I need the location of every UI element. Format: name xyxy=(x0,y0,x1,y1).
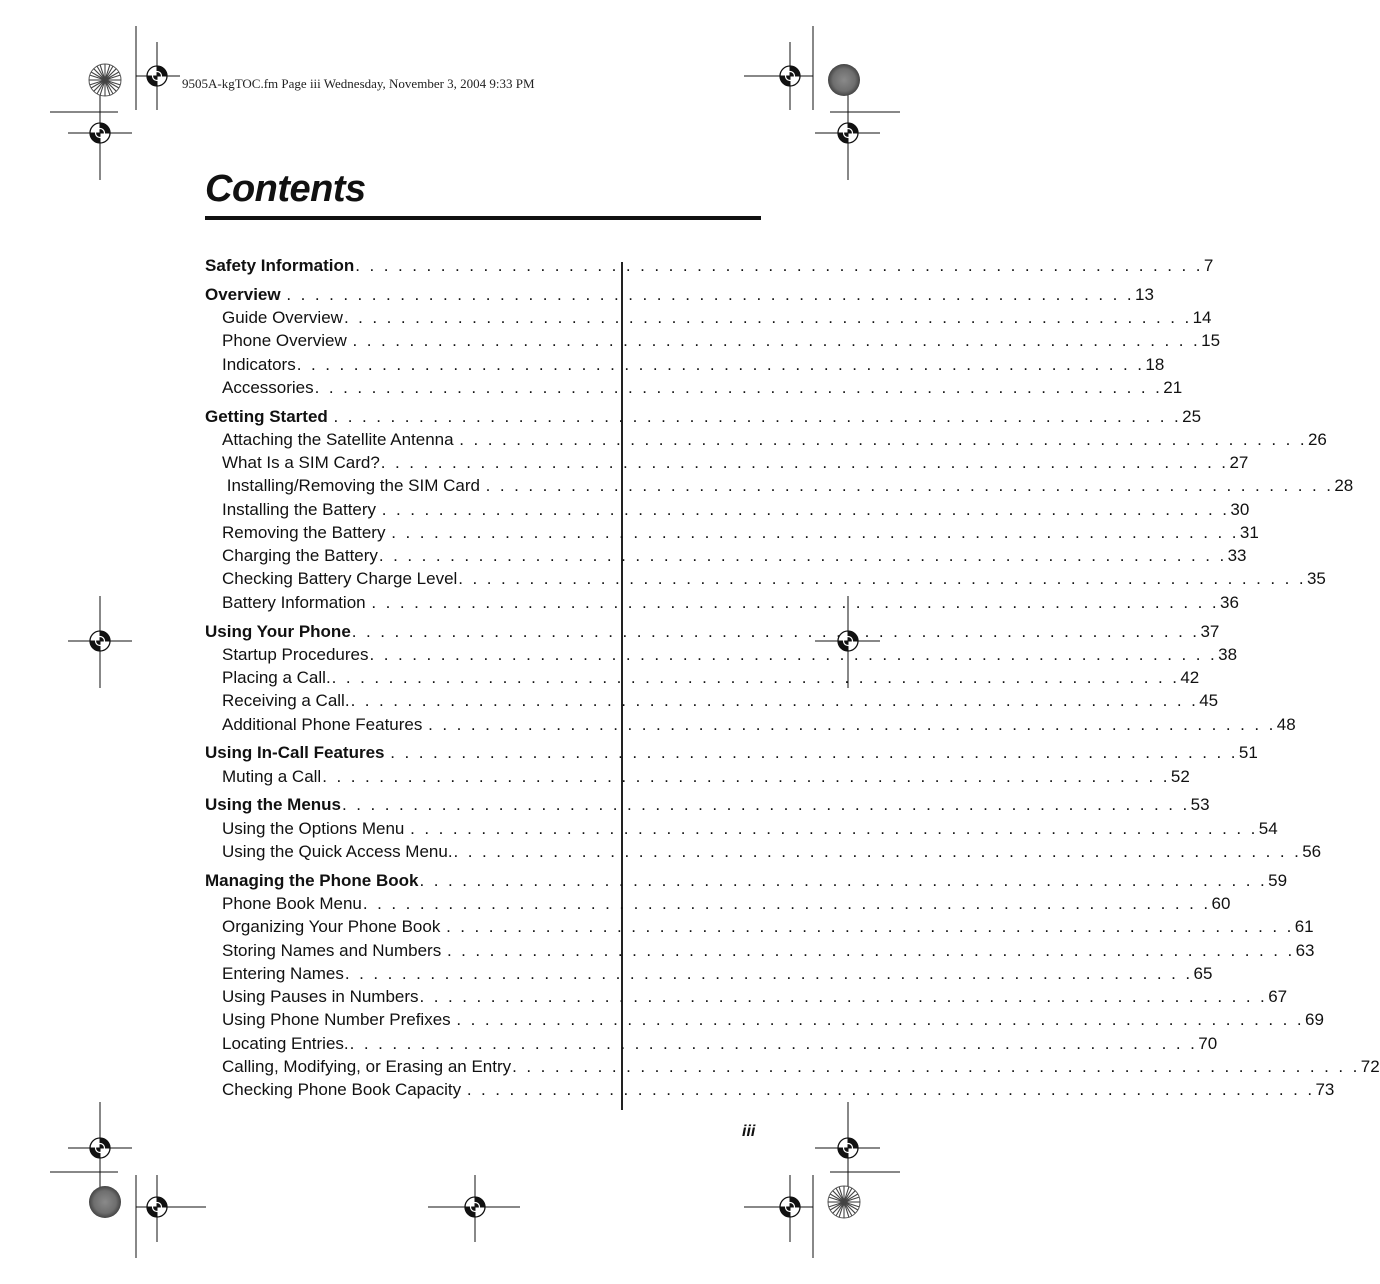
dot-leader: . . . . . . . . . . . . . . . . . . . . . . . . . . . . . . . . . . . . . . . . . . . . . . . . . . . . . . . . . . . . xyxy=(331,668,1180,688)
toc-subsection-entry[interactable] xyxy=(205,963,1213,987)
toc-entry-page: 15 xyxy=(1201,331,1221,351)
toc-entry-label: Muting a Call xyxy=(222,766,322,786)
toc-entry-label: Using In-Call Features xyxy=(205,743,390,763)
dot-leader: . . . . . . . . . . . . . . . . . . . . . . . . . . . . . . . . . . . . . . . . . . . . . . . . . . . . . . . . . . . . xyxy=(458,569,1306,589)
toc-entry-label: Safety Information xyxy=(205,256,355,275)
dot-leader: . . . . . . . . . . . . . . . . . . . . . . . . . . . . . . . . . . . . . . . . . . . . . . . . . . . . . . . . . . . . xyxy=(342,795,1190,815)
toc-entry-page: 36 xyxy=(1220,592,1239,612)
toc-entry-label: Installing/Removing the SIM Card xyxy=(222,476,485,496)
toc-section-entry[interactable] xyxy=(205,406,1202,430)
dot-leader: . . . . . . . . . . . . . . . . . . . . . . . . . . . . . . . . . . . . . . . . . . . . . . . . . . . . . . . . . . . . xyxy=(369,644,1218,664)
toc-section-entry[interactable] xyxy=(205,870,1288,894)
toc-entry-page: 69 xyxy=(1305,1010,1324,1030)
toc-entry-label: Phone Overview xyxy=(222,331,352,351)
toc-entry-label: What Is a SIM Card? xyxy=(222,453,380,473)
toc-subsection-entry[interactable] xyxy=(205,917,1314,940)
toc-entry-label: Using the Options Menu xyxy=(222,818,410,838)
toc-subsection-entry[interactable] xyxy=(205,569,1326,592)
toc-entry-label: Removing the Battery xyxy=(222,522,391,542)
toc-entry-label: Charging the Battery xyxy=(222,546,378,566)
dot-leader: . . . . . . . . . . . . . . . . . . . . . . . . . . . . . . . . . . . . . . . . . . . . . . . . . . . . . . . . . . . . xyxy=(512,1056,1360,1076)
toc-subsection-entry[interactable] xyxy=(205,841,1322,865)
page-title: Contents xyxy=(205,168,366,210)
toc-entry-page: 52 xyxy=(1170,766,1190,786)
toc-section-entry[interactable] xyxy=(205,795,1210,818)
toc-entry-page: 70 xyxy=(1198,1033,1218,1053)
toc-entry-label: Checking Phone Book Capacity xyxy=(222,1080,466,1100)
toc-entry-label: Using Your Phone xyxy=(205,621,351,641)
toc-entry-page: 35 xyxy=(1306,569,1326,589)
dot-leader: . . . . . . . . . . . . . . . . . . . . . . . . . . . . . . . . . . . . . . . . . . . . . . . . . . . . . . . . . . . . xyxy=(456,1010,1305,1030)
dot-leader: . . . . . . . . . . . . . . . . . . . . . . . . . . . . . . . . . . . . . . . . . . . . . . . . . . . . . . . . . . . . xyxy=(381,499,1230,519)
toc-subsection-entry[interactable] xyxy=(205,476,1354,499)
toc-subsection-entry[interactable] xyxy=(205,1080,1335,1103)
dot-leader: . . . . . . . . . . . . . . . . . . . . . . . . . . . . . . . . . . . . . . . . . . . . . . . . . . . . . . . . . . . . xyxy=(459,429,1307,449)
toc-entry-label: Placing a Call. xyxy=(222,668,331,688)
toc-entry-label: Accessories xyxy=(222,377,314,397)
toc-entry-page: 27 xyxy=(1229,453,1249,473)
dot-leader: . . . . . . . . . . . . . . . . . . . . . . . . . . . . . . . . . . . . . . . . . . . . . . . . . . . . . . . . . . . . xyxy=(419,870,1268,890)
toc-section-entry[interactable] xyxy=(205,621,1220,645)
toc-entry-page: 63 xyxy=(1295,940,1315,960)
toc-entry-label: Guide Overview xyxy=(222,308,343,328)
toc-subsection-entry[interactable] xyxy=(205,644,1238,668)
dot-leader: . . . . . . . . . . . . . . . . . . . . . . . . . . . . . . . . . . . . . . . . . . . . . . . . . . . . . . . . . . . . xyxy=(314,377,1163,397)
toc-subsection-entry[interactable] xyxy=(205,308,1212,331)
toc-entry-page: 30 xyxy=(1230,499,1250,519)
toc-section-entry[interactable] xyxy=(205,256,1214,279)
dot-leader: . . . . . . . . . . . . . . . . . . . . . . . . . . . . . . . . . . . . . . . . . . . . . . . . . . . . . . . . . . . . xyxy=(446,940,1295,960)
toc-entry-page: 25 xyxy=(1182,406,1202,426)
dot-leader: . . . . . . . . . . . . . . . . . . . . . . . . . . . . . . . . . . . . . . . . . . . . . . . . . . . . . . . . . . . . xyxy=(344,963,1193,983)
title-rule xyxy=(205,216,761,220)
toc-entry-label: Getting Started xyxy=(205,406,333,426)
dot-leader: . . . . . . . . . . . . . . . . . . . . . . . . . . . . . . . . . . . . . . . . . . . . . . . . . . . . . . . . . . . . xyxy=(322,766,1170,786)
dot-leader: . . . . . . . . . . . . . . . . . . . . . . . . . . . . . . . . . . . . . . . . . . . . . . . . . . . . . . . . . . . . xyxy=(349,1033,1198,1053)
toc-subsection-entry[interactable] xyxy=(205,766,1190,790)
toc-entry-label: Startup Procedures xyxy=(222,644,369,664)
toc-subsection-entry[interactable] xyxy=(205,940,1315,964)
toc-subsection-entry[interactable] xyxy=(205,354,1165,378)
toc-entry-page: 14 xyxy=(1192,308,1212,328)
toc-entry-page: 54 xyxy=(1258,818,1278,838)
dot-leader: . . . . . . . . . . . . . . . . . . . . . . . . . . . . . . . . . . . . . . . . . . . . . . . . . . . . . . . . . . . . xyxy=(446,917,1294,937)
toc-entry-page: 18 xyxy=(1145,354,1165,374)
toc-entry-page: 28 xyxy=(1334,476,1354,496)
toc-section-entry[interactable] xyxy=(205,284,1154,308)
dot-leader: . . . . . . . . . . . . . . . . . . . . . . . . . . . . . . . . . . . . . . . . . . . . . . . . . . . . . . . . . . . . xyxy=(351,621,1200,641)
toc-entry-page: 65 xyxy=(1193,963,1213,983)
toc-entry-page: 48 xyxy=(1276,714,1296,734)
toc-entry-label: Storing Names and Numbers xyxy=(222,940,446,960)
toc-entry-label: Using the Menus xyxy=(205,795,342,815)
toc-entry-label: Calling, Modifying, or Erasing an Entry xyxy=(222,1056,512,1076)
toc-entry-label: Locating Entries. xyxy=(222,1033,349,1053)
dot-leader: . . . . . . . . . . . . . . . . . . . . . . . . . . . . . . . . . . . . . . . . . . . . . . . . . . . . . . . . . . . . xyxy=(390,743,1238,763)
toc-entry-page: 60 xyxy=(1211,894,1231,914)
toc-entry-page: 31 xyxy=(1239,522,1259,542)
toc-entry-label: Organizing Your Phone Book xyxy=(222,917,446,937)
toc-entry-page: 33 xyxy=(1227,546,1247,566)
toc-subsection-entry[interactable] xyxy=(205,429,1327,453)
dot-leader: . . . . . . . . . . . . . . . . . . . . . . . . . . . . . . . . . . . . . . . . . . . . . . . . . . . . . . . . . . . . xyxy=(343,308,1192,328)
toc-entry-label: Entering Names xyxy=(222,963,344,983)
toc-entry-page: 67 xyxy=(1268,987,1288,1007)
toc-subsection-entry[interactable] xyxy=(205,691,1219,714)
toc-subsection-entry[interactable] xyxy=(205,377,1183,401)
dot-leader: . . . . . . . . . . . . . . . . . . . . . . . . . . . . . . . . . . . . . . . . . . . . . . . . . . . . . . . . . . . . xyxy=(371,592,1219,612)
dot-leader: . . . . . . . . . . . . . . . . . . . . . . . . . . . . . . . . . . . . . . . . . . . . . . . . . . . . . . . . . . . . xyxy=(286,284,1134,304)
toc-subsection-entry[interactable] xyxy=(205,522,1259,546)
dot-leader: . . . . . . . . . . . . . . . . . . . . . . . . . . . . . . . . . . . . . . . . . . . . . . . . . . . . . . . . . . . . xyxy=(355,256,1203,275)
toc-entry-label: Battery Information xyxy=(222,592,371,612)
toc-entry-label: Attaching the Satellite Antenna xyxy=(222,429,459,449)
toc-subsection-entry[interactable] xyxy=(205,714,1296,738)
dot-leader: . . . . . . . . . . . . . . . . . . . . . . . . . . . . . . . . . . . . . . . . . . . . . . . . . . . . . . . . . . . . xyxy=(485,476,1334,496)
toc-subsection-entry[interactable] xyxy=(205,499,1250,523)
dot-leader: . . . . . . . . . . . . . . . . . . . . . . . . . . . . . . . . . . . . . . . . . . . . . . . . . . . . . . . . . . . . xyxy=(333,406,1182,426)
toc-entry-label: Receiving a Call. xyxy=(222,691,350,711)
toc-entry-label: Using the Quick Access Menu. xyxy=(222,841,453,861)
toc-subsection-entry[interactable] xyxy=(205,1010,1324,1033)
toc-entry-page: 72 xyxy=(1360,1056,1380,1076)
toc-entry-page: 61 xyxy=(1294,917,1314,937)
dot-leader: . . . . . . . . . . . . . . . . . . . . . . . . . . . . . . . . . . . . . . . . . . . . . . . . . . . . . . . . . . . . xyxy=(419,987,1268,1007)
toc-subsection-entry[interactable] xyxy=(205,546,1247,569)
dot-leader: . . . . . . . . . . . . . . . . . . . . . . . . . . . . . . . . . . . . . . . . . . . . . . . . . . . . . . . . . . . . xyxy=(362,894,1211,914)
file-slug: 9505A-kgTOC.fm Page iii Wednesday, November 3, 2004 9:33 PM xyxy=(182,76,535,91)
toc-section-entry[interactable] xyxy=(205,743,1258,766)
toc-subsection-entry[interactable] xyxy=(205,331,1221,354)
toc-subsection-entry[interactable] xyxy=(205,1056,1380,1080)
toc-entry-label: Checking Battery Charge Level xyxy=(222,569,458,589)
dot-leader: . . . . . . . . . . . . . . . . . . . . . . . . . . . . . . . . . . . . . . . . . . . . . . . . . . . . . . . . . . . . xyxy=(391,522,1239,542)
toc-entry-page: 37 xyxy=(1200,621,1220,641)
dot-leader: . . . . . . . . . . . . . . . . . . . . . . . . . . . . . . . . . . . . . . . . . . . . . . . . . . . . . . . . . . . . xyxy=(380,453,1229,473)
table-of-contents xyxy=(205,256,1380,1103)
toc-entry-page: 21 xyxy=(1163,377,1183,397)
toc-entry-label: Phone Book Menu xyxy=(222,894,362,914)
toc-entry-page: 42 xyxy=(1180,668,1200,688)
toc-entry-label: Installing the Battery xyxy=(222,499,381,519)
dot-leader: . . . . . . . . . . . . . . . . . . . . . . . . . . . . . . . . . . . . . . . . . . . . . . . . . . . . . . . . . . . . xyxy=(466,1080,1315,1100)
toc-subsection-entry[interactable] xyxy=(205,818,1278,842)
toc-entry-page: 13 xyxy=(1134,284,1154,304)
toc-entry-label: Additional Phone Features xyxy=(222,714,428,734)
dot-leader: . . . . . . . . . . . . . . . . . . . . . . . . . . . . . . . . . . . . . . . . . . . . . . . . . . . . . . . . . . . . xyxy=(350,691,1199,711)
toc-entry-page: 51 xyxy=(1238,743,1258,763)
toc-subsection-entry[interactable] xyxy=(205,1033,1218,1057)
toc-entry-label: Using Phone Number Prefixes xyxy=(222,1010,456,1030)
toc-subsection-entry[interactable] xyxy=(205,453,1249,476)
toc-entry-label: Using Pauses in Numbers xyxy=(222,987,419,1007)
toc-entry-page: 26 xyxy=(1307,429,1327,449)
page-number: iii xyxy=(742,1123,756,1140)
toc-entry-page: 56 xyxy=(1302,841,1322,861)
toc-subsection-entry[interactable] xyxy=(205,894,1231,917)
dot-leader: . . . . . . . . . . . . . . . . . . . . . . . . . . . . . . . . . . . . . . . . . . . . . . . . . . . . . . . . . . . . xyxy=(410,818,1258,838)
toc-entry-label: Indicators xyxy=(222,354,296,374)
toc-subsection-entry[interactable] xyxy=(205,668,1200,691)
toc-entry-page: 45 xyxy=(1199,691,1219,711)
toc-entry-page: 59 xyxy=(1268,870,1288,890)
toc-entry-page: 7 xyxy=(1203,256,1214,275)
dot-leader: . . . . . . . . . . . . . . . . . . . . . . . . . . . . . . . . . . . . . . . . . . . . . . . . . . . . . . . . . . . . xyxy=(296,354,1145,374)
toc-subsection-entry[interactable] xyxy=(205,592,1239,616)
toc-entry-label: Managing the Phone Book xyxy=(205,870,419,890)
dot-leader: . . . . . . . . . . . . . . . . . . . . . . . . . . . . . . . . . . . . . . . . . . . . . . . . . . . . . . . . . . . . xyxy=(428,714,1276,734)
toc-entry-page: 38 xyxy=(1218,644,1238,664)
toc-subsection-entry[interactable] xyxy=(205,987,1288,1010)
toc-entry-page: 73 xyxy=(1315,1080,1335,1100)
toc-entry-page: 53 xyxy=(1190,795,1210,815)
toc-entry-label: Overview xyxy=(205,284,286,304)
dot-leader: . . . . . . . . . . . . . . . . . . . . . . . . . . . . . . . . . . . . . . . . . . . . . . . . . . . . . . . . . . . . xyxy=(352,331,1201,351)
dot-leader: . . . . . . . . . . . . . . . . . . . . . . . . . . . . . . . . . . . . . . . . . . . . . . . . . . . . . . . . . . . . xyxy=(378,546,1227,566)
dot-leader: . . . . . . . . . . . . . . . . . . . . . . . . . . . . . . . . . . . . . . . . . . . . . . . . . . . . . . . . . . . . xyxy=(453,841,1302,861)
